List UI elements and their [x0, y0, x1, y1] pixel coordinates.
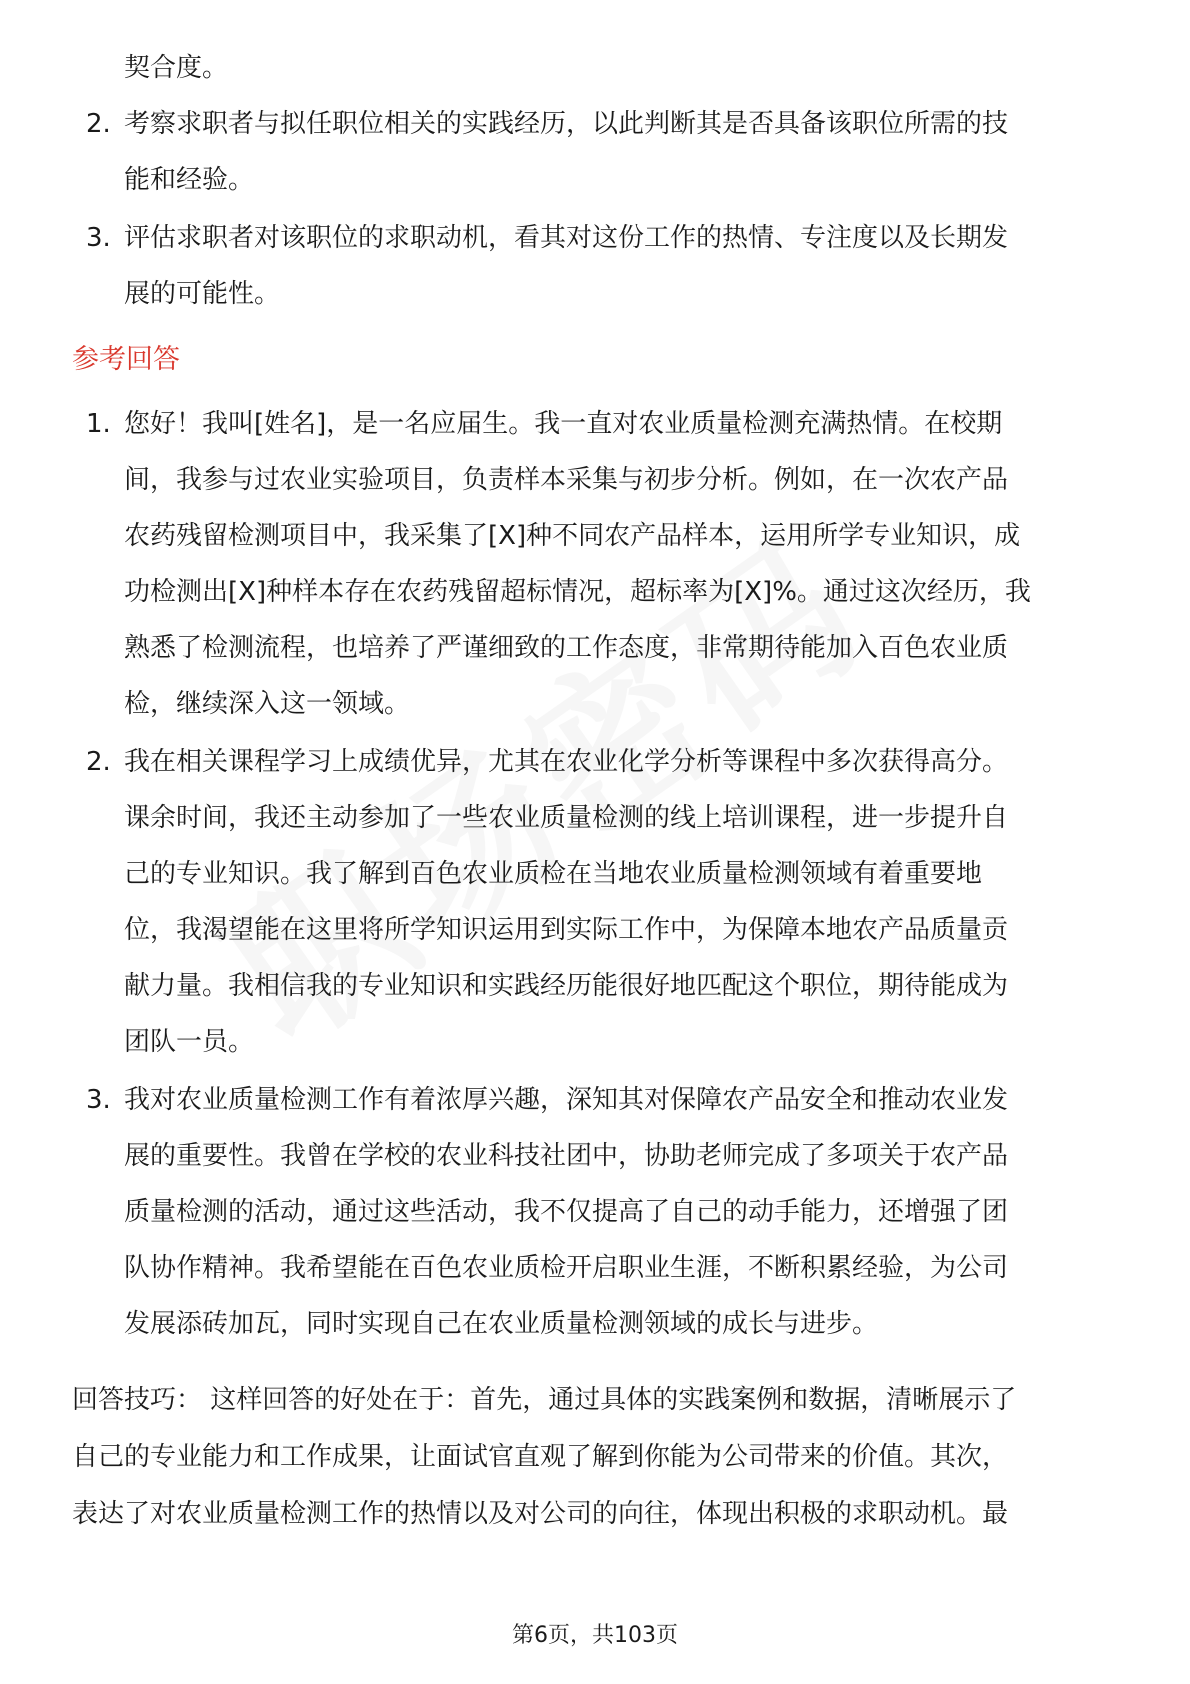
text-line: 己的专业知识。我了解到百色农业质检在当地农业质量检测领域有着重要地	[124, 859, 983, 889]
text-line: 展的可能性。	[124, 279, 281, 309]
list-number: 2.	[86, 109, 111, 139]
section-heading: 参考回答	[72, 344, 180, 375]
text-line: 我对农业质量检测工作有着浓厚兴趣，深知其对保障农产品安全和推动农业发	[124, 1085, 1009, 1115]
list-number: 1.	[86, 409, 111, 439]
text-line: 质量检测的活动，通过这些活动，我不仅提高了自己的动手能力，还增强了团	[124, 1197, 1009, 1227]
answer-tips	[72, 1372, 1122, 1543]
answer-item-3	[72, 1072, 1122, 1352]
answer-list	[72, 396, 1122, 1352]
text-line: 献力量。我相信我的专业知识和实践经历能很好地匹配这个职位，期待能成为	[124, 971, 1009, 1001]
criteria-item-2	[72, 96, 1122, 208]
list-number: 3.	[86, 223, 111, 253]
text-line: 评估求职者对该职位的求职动机，看其对这份工作的热情、专注度以及长期发	[124, 223, 1009, 253]
text-line: 课余时间，我还主动参加了一些农业质量检测的线上培训课程，进一步提升自	[124, 803, 1009, 833]
criteria-list	[72, 96, 1122, 322]
text-line: 表达了对农业质量检测工作的热情以及对公司的向往，体现出积极的求职动机。最	[72, 1499, 1009, 1529]
text-line: 我在相关课程学习上成绩优异，尤其在农业化学分析等课程中多次获得高分。	[124, 747, 1009, 777]
text-line: 考察求职者与拟任职位相关的实践经历，以此判断其是否具备该职位所需的技	[124, 109, 1009, 139]
text-line: 位，我渴望能在这里将所学知识运用到实际工作中，为保障本地农产品质量贡	[124, 915, 1009, 945]
answer-item-1	[72, 396, 1122, 732]
text-line: 发展添砖加瓦，同时实现自己在农业质量检测领域的成长与进步。	[124, 1309, 879, 1339]
page-content	[72, 40, 1122, 1543]
text-line: 功检测出[X]种样本存在农药残留超标情况，超标率为[X]%。通过这次经历，我	[124, 577, 1031, 607]
continued-text-line: 契合度。	[124, 53, 229, 83]
text-line: 农药残留检测项目中，我采集了[X]种不同农产品样本，运用所学专业知识，成	[124, 521, 1021, 551]
text-line: 间，我参与过农业实验项目，负责样本采集与初步分析。例如，在一次农产品	[124, 465, 1009, 495]
text-line: 能和经验。	[124, 165, 255, 195]
text-line: 自己的专业能力和工作成果，让面试官直观了解到你能为公司带来的价值。其次，	[72, 1442, 1009, 1472]
text-line: 回答技巧： 这样回答的好处在于：首先，通过具体的实践案例和数据，清晰展示了	[72, 1385, 1017, 1415]
list-number: 3.	[86, 1085, 111, 1115]
text-line: 展的重要性。我曾在学校的农业科技社团中，协助老师完成了多项关于农产品	[124, 1141, 1009, 1171]
page-number: 第6页，共103页	[512, 1623, 678, 1648]
text-line: 团队一员。	[124, 1027, 255, 1057]
text-line: 检，继续深入这一领域。	[124, 689, 411, 719]
text-line: 您好！我叫[姓名]，是一名应届生。我一直对农业质量检测充满热情。在校期	[124, 409, 1003, 439]
criteria-item-3	[72, 210, 1122, 322]
text-line: 熟悉了检测流程，也培养了严谨细致的工作态度，非常期待能加入百色农业质	[124, 633, 1009, 663]
text-line: 队协作精神。我希望能在百色农业质检开启职业生涯，不断积累经验，为公司	[124, 1253, 1009, 1283]
answer-item-2	[72, 734, 1122, 1070]
list-number: 2.	[86, 747, 111, 777]
